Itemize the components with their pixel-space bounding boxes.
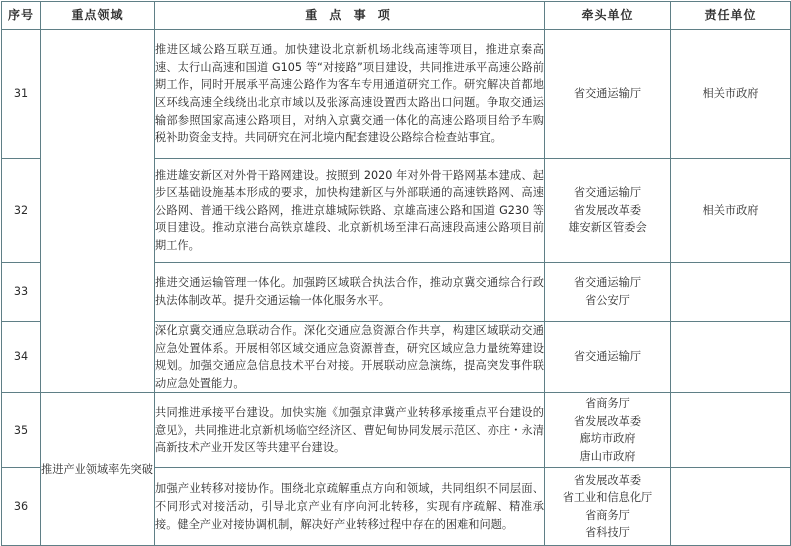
row-serial-number: 34 <box>2 322 41 393</box>
row-lead-unit <box>545 393 671 468</box>
row-lead-unit <box>545 30 671 159</box>
table-row-35 <box>2 393 791 468</box>
row-responsible-unit <box>671 263 791 322</box>
row-lead-unit <box>545 322 671 393</box>
row-responsible-unit <box>671 393 791 468</box>
row-lead-unit <box>545 263 671 322</box>
row-responsible-unit: 相关市政府 <box>671 30 791 159</box>
lead-unit-name: 廊坊市政府 <box>579 432 636 446</box>
row-lead-unit <box>545 159 671 263</box>
lead-unit-name: 省工业和信息化厅 <box>562 491 653 505</box>
lead-unit-name: 雄安新区管委会 <box>568 221 647 235</box>
row-key-matters: 推进交通运输管理一体化。加强跨区域联合执法合作，推动京冀交通综合行政执法体制改革。提升交通运输一体化服务水平。 <box>155 263 545 322</box>
header-responsible-unit: 责任单位 <box>671 2 791 30</box>
lead-unit-name: 省发展改革委 <box>573 414 642 428</box>
row-responsible-unit <box>671 468 791 546</box>
lead-unit-name: 唐山市政府 <box>579 449 636 463</box>
header-serial-number: 序号 <box>2 2 41 30</box>
key-matters-table <box>1 1 791 546</box>
table-row-31 <box>2 30 791 159</box>
lead-unit-name: 省科技厅 <box>585 526 630 540</box>
lead-unit-name: 省交通运输厅 <box>573 350 642 364</box>
row-serial-number: 32 <box>2 159 41 263</box>
row-key-matters: 深化京冀交通应急联动合作。深化交通应急资源合作共享，构建区域联动交通应急处置体系。开展相邻区域交通应急资源普查，研究区域应急力量统筹建设规划。加强交通应急信息技术平台对接。开展联动应急演练，提高突发事件联动应急处置能力。 <box>155 322 545 393</box>
row-key-matters: 推进区域公路互联互通。加快建设北京新机场北线高速等项目，推进京秦高速、太行山高速和国道 G105 等“对接路”项目建设，共同推进承平高速公路前期工作，同时开展承平高速公路作为客车专用通道研究工作。研究解决首都地区环线高速全线绕出北京市域以及张涿高速设置西太路出口问题。争取交通运输部参照国家高速公路项目，对纳入京冀交通一体化的高速公路项目给予车购税补助资金支持。共同研究在河北境内配套建设公路综合检查站事宜。 <box>155 30 545 159</box>
lead-unit-name: 省商务厅 <box>585 397 630 411</box>
row-lead-unit <box>545 468 671 546</box>
lead-unit-name: 省商务厅 <box>585 508 630 522</box>
lead-unit-name: 省发展改革委 <box>573 473 642 487</box>
row-key-matters: 共同推进承接平台建设。加快实施《加强京津冀产业转移承接重点平台建设的意见》，共同推进北京新机场临空经济区、曹妃甸协同发展示范区、亦庄・永清高新技术产业开发区等共建平台建设。 <box>155 393 545 468</box>
row-responsible-unit: 相关市政府 <box>671 159 791 263</box>
row-serial-number: 33 <box>2 263 41 322</box>
header-key-matters: 重 点 事 项 <box>155 2 545 30</box>
row-serial-number: 31 <box>2 30 41 159</box>
row-serial-number: 36 <box>2 468 41 546</box>
row-responsible-unit <box>671 322 791 393</box>
row-key-matters: 加强产业转移对接协作。围绕北京疏解重点方向和领域，共同组织不同层面、不同形式对接活动，引导北京产业有序向河北转移，实现有序疏解、精准承接。健全产业对接协调机制，解决好产业转移过程中存在的困难和问题。 <box>155 468 545 546</box>
row-key-area-empty <box>41 30 155 393</box>
header-lead-unit: 牵头单位 <box>545 2 671 30</box>
lead-unit-name: 省发展改革委 <box>573 203 642 217</box>
lead-unit-name: 省交通运输厅 <box>573 186 642 200</box>
row-key-matters: 推进雄安新区对外骨干路网建设。按照到 2020 年对外骨干路网基本建成、起步区基础设施基本形成的要求，加快构建新区与外部联通的高速铁路网、高速公路网、普通干线公路网，推进京雄城际铁路、京雄高速公路和国道 G230 等项目建设。推动京港台高铁京雄段、北京新机场至津石高速段高速公路项目前期工作。 <box>155 159 545 263</box>
row-serial-number: 35 <box>2 393 41 468</box>
lead-unit-name: 省公安厅 <box>585 294 630 307</box>
header-key-area: 重点领域 <box>41 2 155 30</box>
row-key-area: 推进产业领域率先突破 <box>41 393 155 546</box>
table-header-row <box>2 2 791 30</box>
lead-unit-name: 省交通运输厅 <box>573 276 642 290</box>
lead-unit-name: 省交通运输厅 <box>573 87 642 101</box>
